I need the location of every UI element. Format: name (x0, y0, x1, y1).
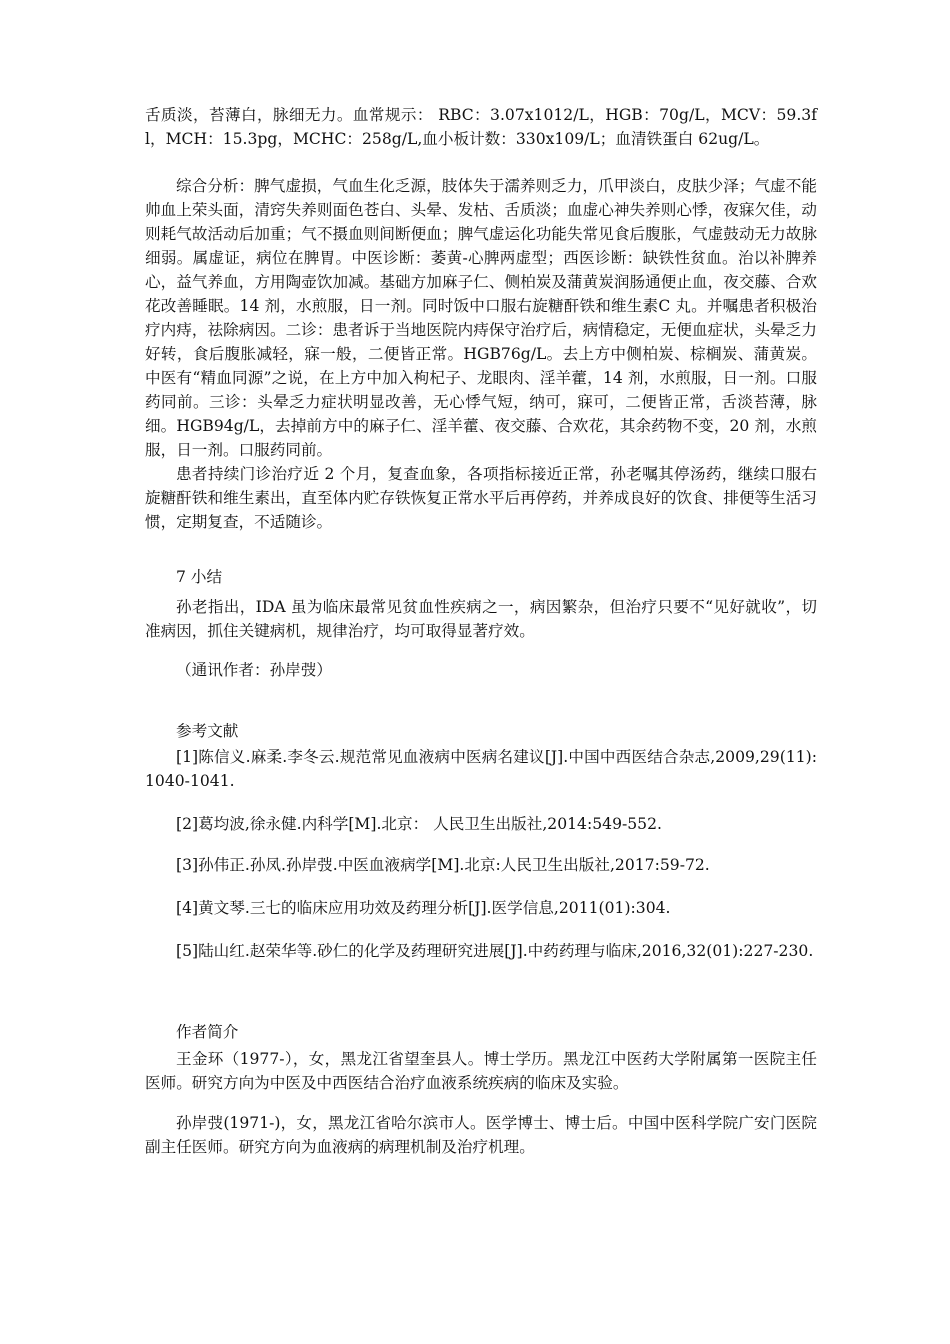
references-heading: 参考文献 (176, 721, 239, 740)
lab-results-paragraph: 舌质淡，苔薄白，脉细无力。血常规示： RBC：3.07x1012/L，HGB：70g/L，MCV：59.3fl，MCH：15.3pg，MCHC：258g/L,血小板计数：330x109/L；血清铁蛋白 62ug/L。 (145, 106, 817, 148)
summary-heading: 7 小结 (176, 567, 223, 586)
reference-3: [3]孙伟正.孙凤.孙岸弢.中医血液病学[M].北京:人民卫生出版社,2017:59-72. (176, 856, 710, 874)
author-bio-1: 王金环（1977-），女，黑龙江省望奎县人。博士学历。黑龙江中医药大学附属第一医院主任医师。研究方向为中医及中西医结合治疗血液系统疾病的临床及实验。 (145, 1050, 817, 1092)
author-bio-heading: 作者简介 (176, 1022, 239, 1041)
author-bio-2: 孙岸弢(1971-)，女，黑龙江省哈尔滨市人。医学博士、博士后。中国中医科学院广安门医院副主任医师。研究方向为血液病的病理机制及治疗机理。 (145, 1114, 817, 1156)
followup-paragraph: 患者持续门诊治疗近 2 个月，复查血象，各项指标接近正常，孙老嘱其停汤药，继续口服右旋糖酐铁和维生素出，直至体内贮存铁恢复正常水平后再停药，并养成良好的饮食、排便等生活习惯，定期复查，不适随诊。 (145, 465, 817, 531)
reference-1: [1]陈信义.麻柔.李冬云.规范常见血液病中医病名建议[J].中国中西医结合杂志,2009,29(11):1040-1041. (145, 748, 817, 790)
reference-2: [2]葛均波,徐永健.内科学[M].北京： 人民卫生出版社,2014:549-552. (176, 815, 662, 833)
corresponding-author: （通讯作者：孙岸弢） (176, 661, 332, 679)
reference-5: [5]陆山红.赵荣华等.砂仁的化学及药理研究进展[J].中药药理与临床,2016,32(01):227-230. (176, 942, 814, 960)
summary-paragraph: 孙老指出，IDA 虽为临床最常见贫血性疾病之一，病因繁杂，但治疗只要不“见好就收”，切准病因，抓住关键病机，规律治疗，均可取得显著疗效。 (145, 598, 817, 640)
analysis-paragraph: 综合分析：脾气虚损，气血生化乏源，肢体失于濡养则乏力，爪甲淡白，皮肤少泽；气虚不能帅血上荣头面，清窍失养则面色苍白、头晕、发枯、舌质淡；血虚心神失养则心悸，夜寐欠佳，动则耗气故活动后加重；气不摄血则间断便血；脾气虚运化功能失常见食后腹胀，气虚鼓动无力故脉细弱。属虚证，病位在脾胃。中医诊断：萎黄-心脾两虚型；西医诊断：缺铁性贫血。治以补脾养心，益气养血，方用陶壶饮加减。基础方加麻子仁、侧柏炭及蒲黄炭润肠通便止血，夜交藤、合欢花改善睡眠。14 剂，水煎服，日一剂。同时饭中口服右旋糖酐铁和维生素C 丸。并嘱患者积极治疗内痔，祛除病因。二诊：患者诉于当地医院内痔保守治疗后，病情稳定，无便血症状，头晕乏力好转，食后腹胀减轻，寐一般，二便皆正常。HGB76g/L。去上方中侧柏炭、棕榈炭、蒲黄炭。中医有“精血同源”之说，在上方中加入枸杞子、龙眼肉、淫羊藿，14 剂，水煎服，日一剂。口服药同前。三诊：头晕乏力症状明显改善，无心悸气短，纳可，寐可，二便皆正常，舌淡苔薄，脉细。HGB94g/L，去掉前方中的麻子仁、淫羊藿、夜交藤、合欢花，其余药物不变，20 剂，水煎服，日一剂。口服药同前。 (145, 177, 817, 459)
reference-4: [4]黄文琴.三七的临床应用功效及药理分析[J].医学信息,2011(01):304. (176, 899, 671, 917)
